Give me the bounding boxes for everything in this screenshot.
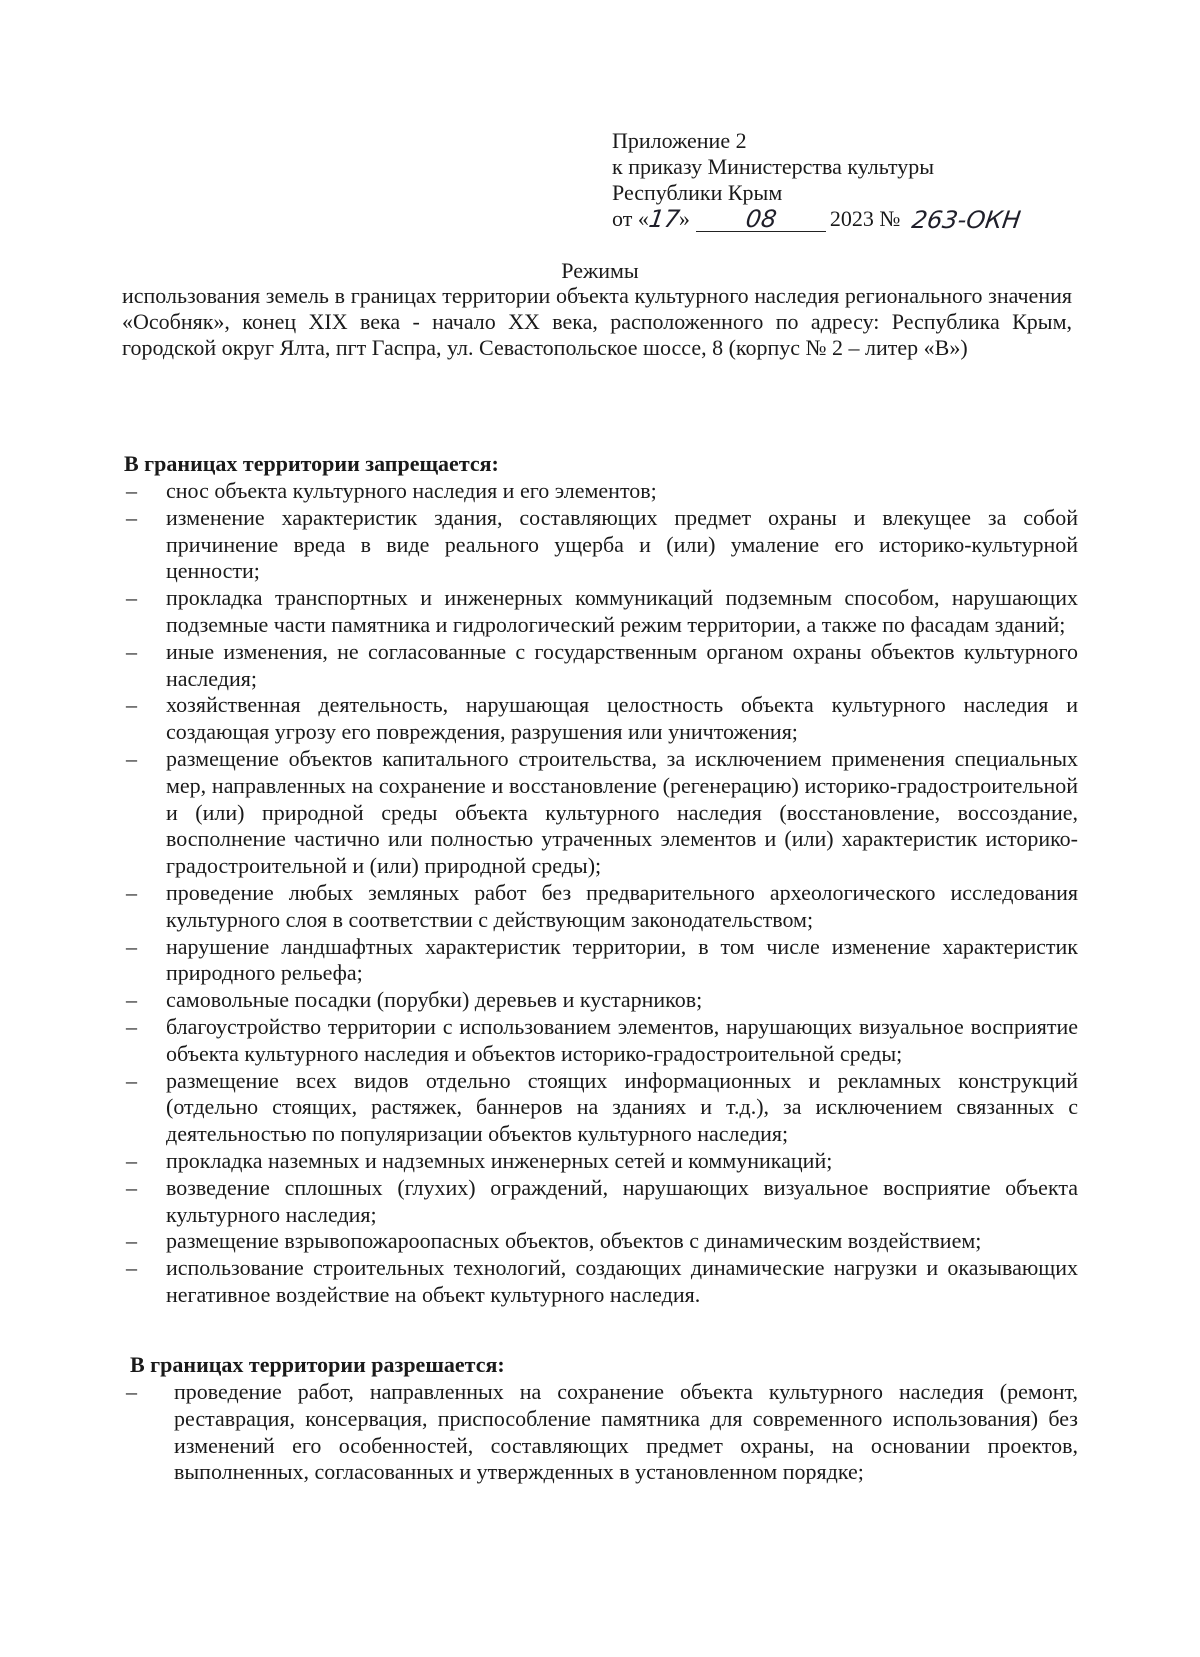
date-year: 2023 № [829,206,901,231]
list-item-text: возведение сплошных (глухих) ограждений, нарушающих визуальное восприятие объекта культурного наследия; [166,1174,1078,1227]
handwritten-day: 17 [646,205,682,233]
bullet-dash: – [126,1255,137,1281]
list-item [126,1255,1078,1309]
list-item-text: иные изменения, не согласованные с государственным органом охраны объектов культурного наследия; [166,638,1078,691]
bullet-dash: – [126,478,137,503]
list-item-text: проведение любых земляных работ без предварительного археологического исследования культурного слоя в соответствии с действующим законодательством; [166,879,1078,932]
bullet-dash: – [126,1147,137,1173]
date-prefix: от « [612,206,649,231]
bullet-dash: – [126,1228,137,1254]
bullet-dash: – [126,504,137,530]
list-item [126,746,1078,880]
bullet-dash: – [126,879,137,905]
list-item [126,478,1078,505]
appendix-line-2: к приказу Министерства культуры [612,154,935,179]
order-date-line [612,206,1032,232]
list-item [126,1379,1078,1486]
list-item [126,1014,1078,1068]
list-item [126,505,1078,585]
list-item [126,934,1078,988]
appendix-line-1: Приложение 2 [612,128,747,153]
list-item-text: размещение всех видов отдельно стоящих информационных и рекламных конструкций (отдельно стоящих, растяжек, баннеров на зданиях и т.д.), за исключением связанных с деятельностью по популяризации объектов культурного наследия; [166,1067,1078,1147]
list-item [126,987,1078,1014]
list-item-text: нарушение ландшафтных характеристик территории, в том числе изменение характеристик природного рельефа; [166,933,1078,986]
month-field [696,205,826,233]
bullet-dash: – [126,745,137,771]
list-item [126,585,1078,639]
bullet-dash: – [126,933,137,959]
list-item [126,1228,1078,1255]
list-item-text: использование строительных технологий, создающих динамические нагрузки и оказывающих негативное воздействие на объект культурного наследия. [166,1255,1078,1307]
bullet-dash: – [126,1379,137,1404]
list-item-text: размещение объектов капитального строительства, за исключением применения специальных мер, направленных на сохранение и восстановление (регенерацию) историко-градостроительной и (или) природной среды объекта культурного наследия (восстановление, воссоздание, восполнение частично или полностью утраченных элементов и (или) характеристик историко-градостроительной и (или) природной среды); [166,745,1078,879]
document-title: Режимы [561,258,639,283]
list-item [126,880,1078,934]
appendix-line-3: Республики Крым [612,180,783,205]
permitted-list [126,1379,1078,1486]
bullet-dash: – [126,638,137,664]
handwritten-order-number: 263-ОКН [910,206,1023,234]
list-item [126,1175,1078,1229]
list-item-text: размещение взрывопожароопасных объектов, объектов с динамическим воздействием; [166,1228,982,1254]
prohibited-heading: В границах территории запрещается: [124,451,499,476]
list-item [126,639,1078,693]
bullet-dash: – [126,1013,137,1039]
list-item-text: хозяйственная деятельность, нарушающая целостность объекта культурного наследия и создающая угрозу его повреждения, разрушения или уничтожения; [166,692,1078,745]
date-close-quote: » [678,206,690,231]
list-item-text: благоустройство территории с использованием элементов, нарушающих визуальное восприятие объекта культурного наследия и объектов историко-градостроительной среды; [166,1013,1078,1066]
prohibited-list [126,478,1078,1309]
list-item-text: самовольные посадки (порубки) деревьев и кустарников; [166,987,703,1013]
list-item-text: снос объекта культурного наследия и его элементов; [166,478,657,503]
bullet-dash: – [126,692,137,718]
number-field [900,206,1032,234]
list-item [126,1148,1078,1175]
appendix-header [612,128,1032,232]
bullet-dash: – [126,1067,137,1093]
list-item-text: изменение характеристик здания, составляющих предмет охраны и влекущее за собой причинение вреда в виде реального ущерба и (или) умаление его историко-культурной ценности; [166,504,1078,584]
bullet-dash: – [126,585,137,611]
list-item [126,1068,1078,1148]
list-item-text: прокладка транспортных и инженерных коммуникаций подземным способом, нарушающих подземные части памятника и гидрологический режим территории, а также по фасадам зданий; [166,585,1078,637]
list-item [126,692,1078,746]
list-item-text: прокладка наземных и надземных инженерных сетей и коммуникаций; [166,1147,833,1173]
list-item-text: проведение работ, направленных на сохранение объекта культурного наследия (ремонт, реставрация, консервация, приспособление памятника для современного использования) без изменений его особенностей, составляющих предмет охраны, на основании проектов, выполненных, согласованных и утвержденных в установленном порядке; [174,1379,1078,1485]
permitted-heading: В границах территории разрешается: [130,1352,505,1377]
bullet-dash: – [126,1174,137,1200]
bullet-dash: – [126,987,137,1013]
handwritten-month: 08 [743,205,779,233]
document-subtitle: использования земель в границах территории объекта культурного наследия регионального значения «Особняк», конец XIX века - начало XX века, расположенного по адресу: Республика Крым, городской округ Ялта, пгт Гаспра, ул. Севастопольское шоссе, 8 (корпус № 2 – литер «В») [122,283,1072,360]
